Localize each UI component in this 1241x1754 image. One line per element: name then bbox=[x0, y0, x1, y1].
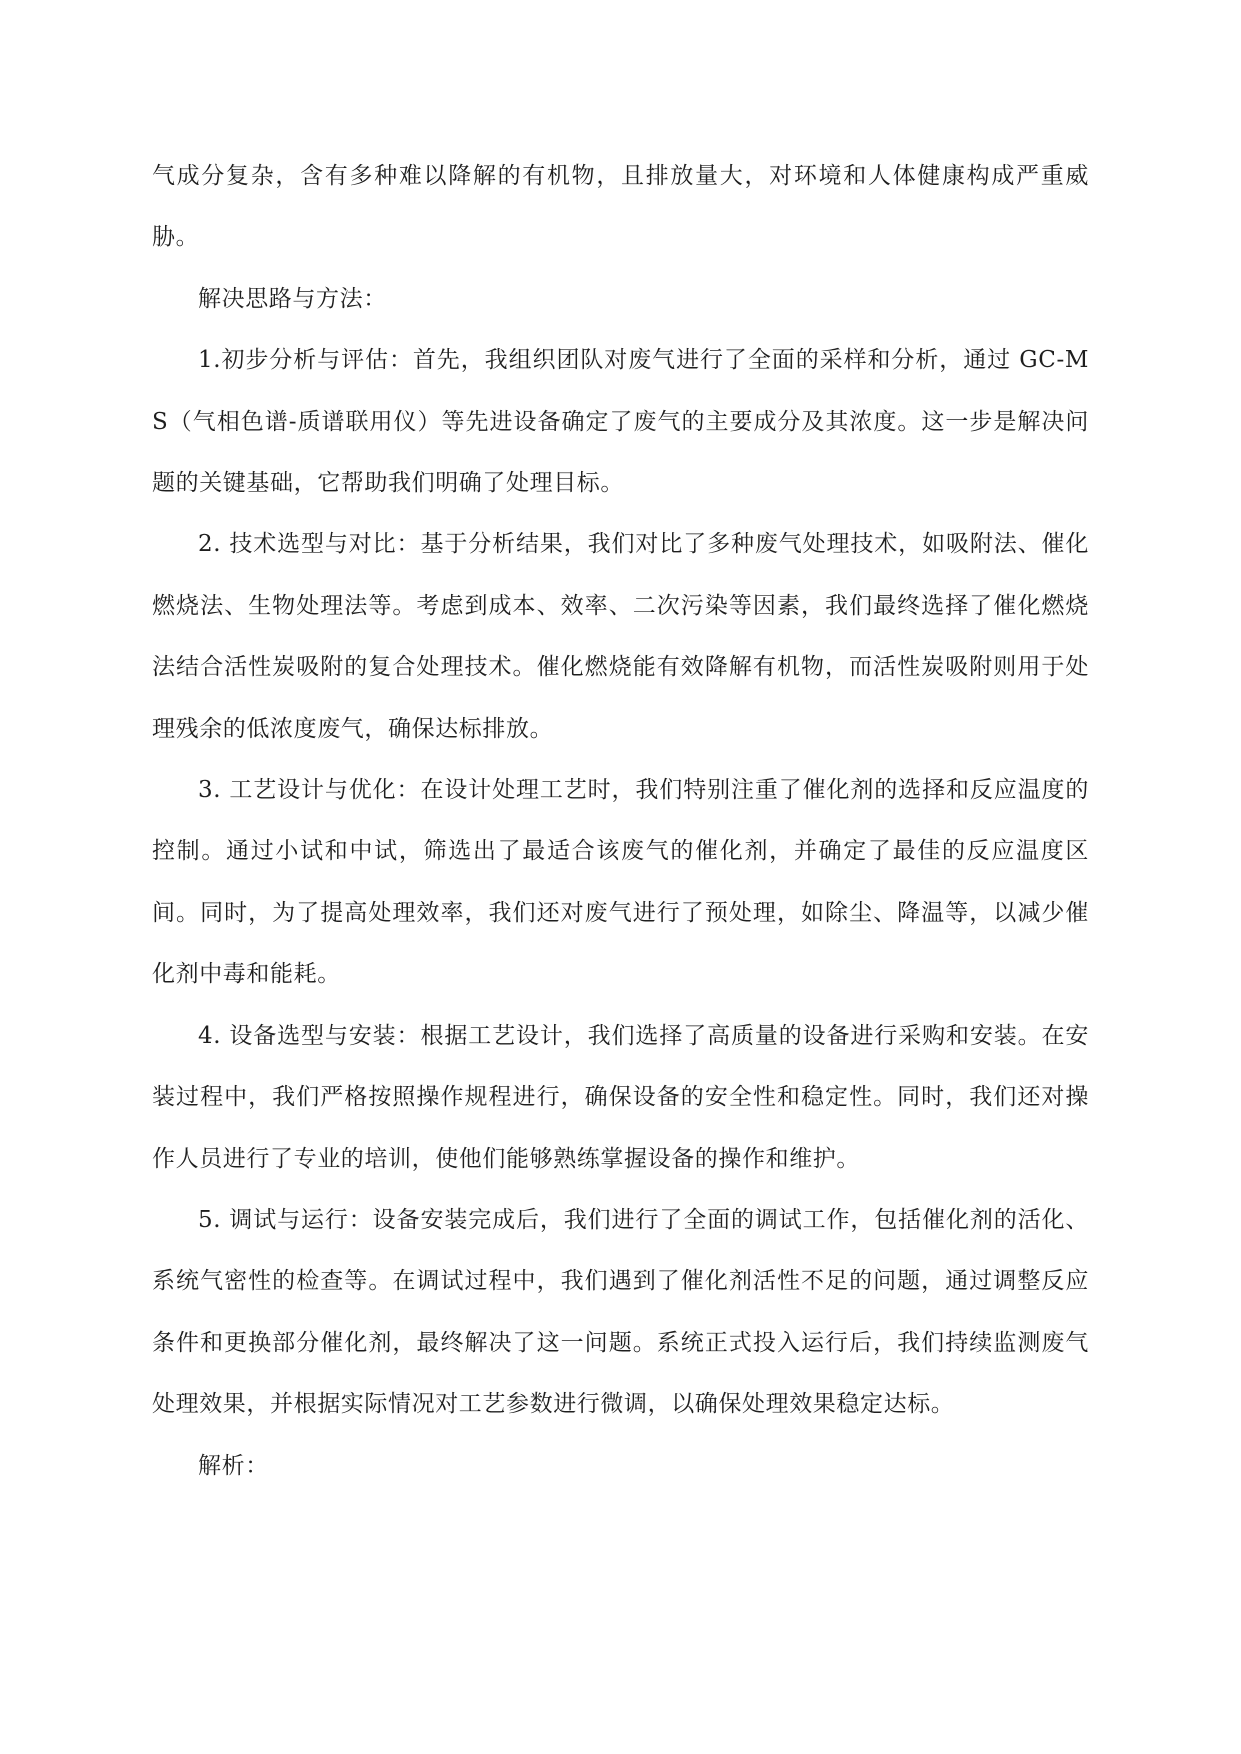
paragraph-step-1: 1.初步分析与评估：首先，我组织团队对废气进行了全面的采样和分析，通过 GC-MS（气相色谱-质谱联用仪）等先进设备确定了废气的主要成分及其浓度。这一步是解决问题的关键基础，它帮助我们明确了处理目标。 bbox=[152, 347, 1089, 497]
paragraph-step-5: 5. 调试与运行：设备安装完成后，我们进行了全面的调试工作，包括催化剂的活化、系统气密性的检查等。在调试过程中，我们遇到了催化剂活性不足的问题，通过调整反应条件和更换部分催化剂，最终解决了这一问题。系统正式投入运行后，我们持续监测废气处理效果，并根据实际情况对工艺参数进行微调，以确保处理效果稳定达标。 bbox=[152, 1206, 1089, 1418]
paragraph-step-4: 4. 设备选型与安装：根据工艺设计，我们选择了高质量的设备进行采购和安装。在安装过程中，我们严格按照操作规程进行，确保设备的安全性和稳定性。同时，我们还对操作人员进行了专业的培训，使他们能够熟练掌握设备的操作和维护。 bbox=[152, 1022, 1089, 1172]
paragraph-analysis-heading: 解析： bbox=[198, 1452, 269, 1479]
paragraph-step-2: 2. 技术选型与对比：基于分析结果，我们对比了多种废气处理技术，如吸附法、催化燃烧法、生物处理法等。考虑到成本、效率、二次污染等因素，我们最终选择了催化燃烧法结合活性炭吸附的复合处理技术。催化燃烧能有效降解有机物，而活性炭吸附则用于处理残余的低浓度废气，确保达标排放。 bbox=[152, 531, 1089, 742]
paragraph-continuation: 气成分复杂，含有多种难以降解的有机物，且排放量大，对环境和人体健康构成严重威胁。 bbox=[152, 163, 1089, 251]
paragraph-solution-heading: 解决思路与方法： bbox=[198, 285, 387, 312]
paragraph-step-3: 3. 工艺设计与优化：在设计处理工艺时，我们特别注重了催化剂的选择和反应温度的控制。通过小试和中试，筛选出了最适合该废气的催化剂，并确定了最佳的反应温度区间。同时，为了提高处理效率，我们还对废气进行了预处理，如除尘、降温等，以减少催化剂中毒和能耗。 bbox=[152, 777, 1089, 988]
